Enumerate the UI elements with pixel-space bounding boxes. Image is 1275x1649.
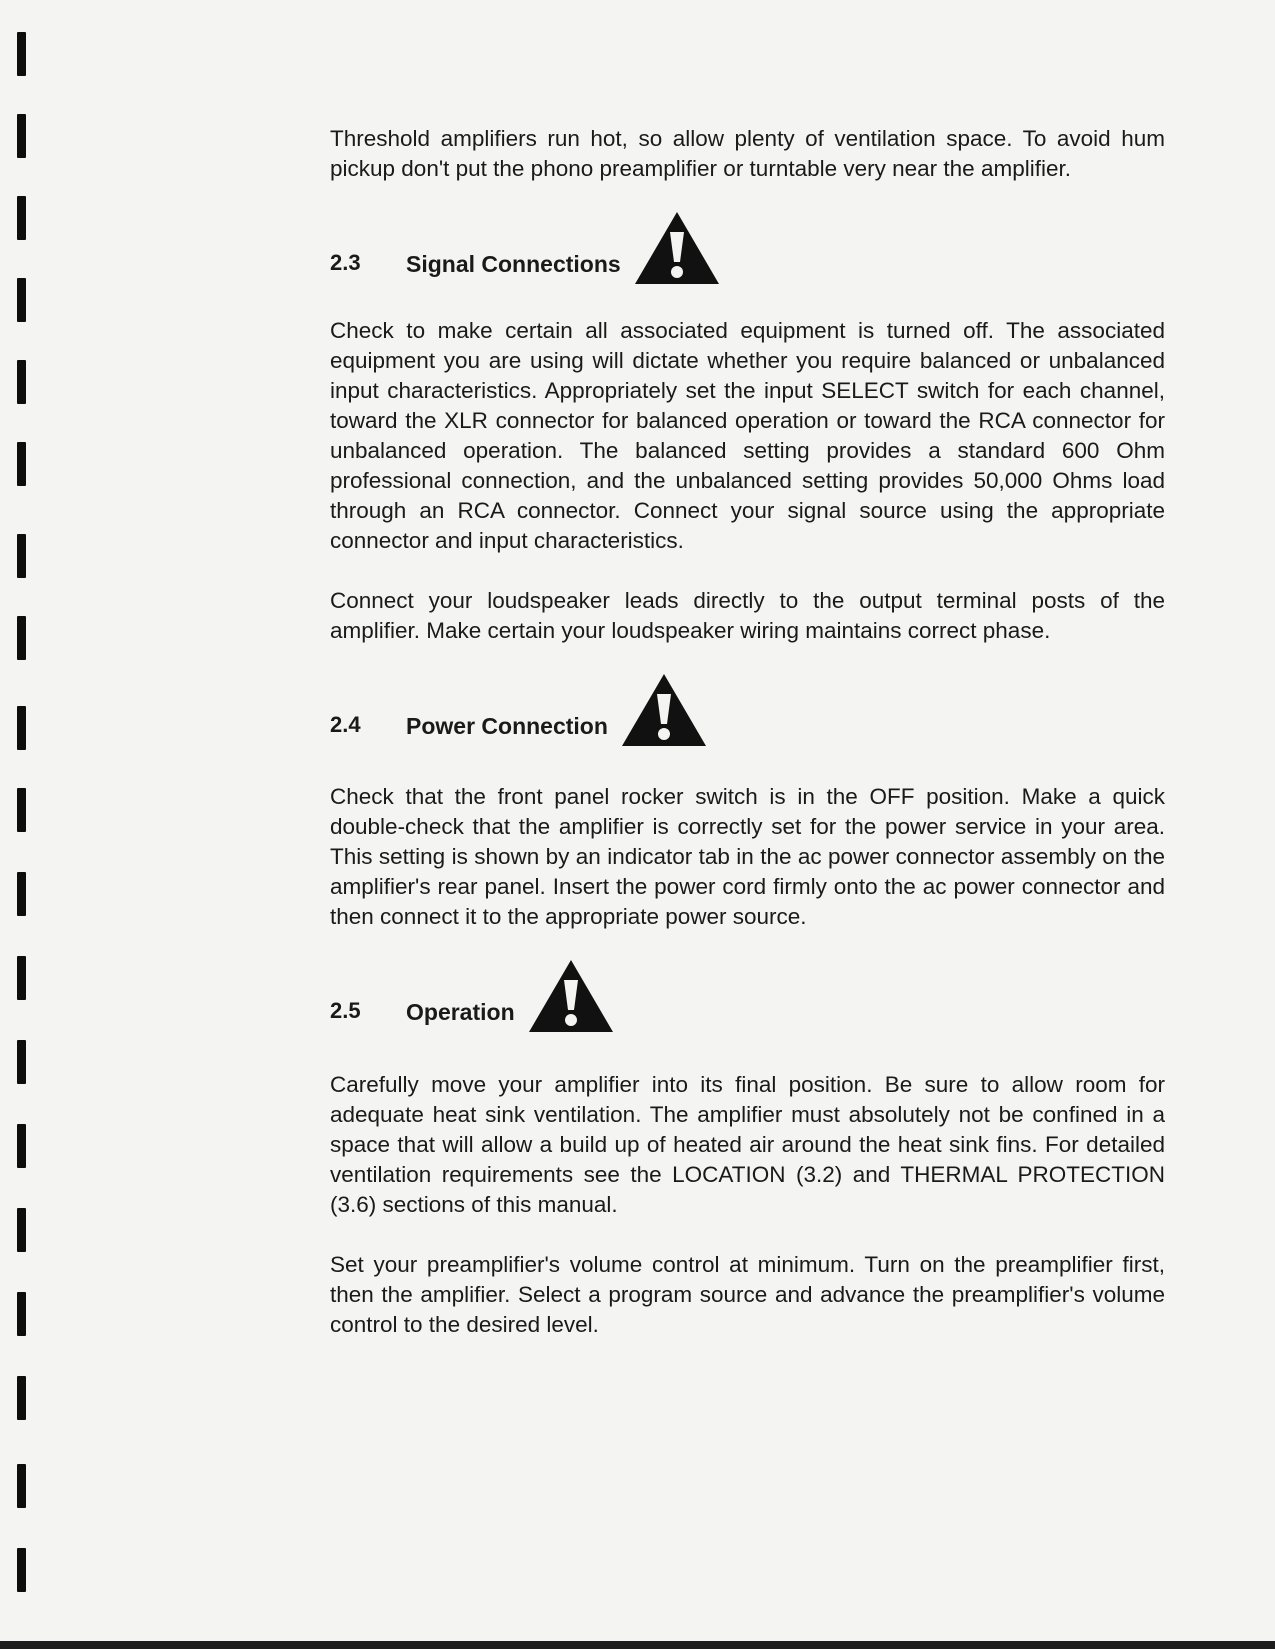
binding-hole <box>17 1124 26 1168</box>
section-signal-connections <box>330 206 1165 646</box>
binding-hole <box>17 442 26 486</box>
intro-paragraph: Threshold amplifiers run hot, so allow plenty of ventilation space. To avoid hum pickup don't put the phono preamplifier or turntable very near the amplifier. <box>330 126 1165 181</box>
warning-triangle-icon <box>633 210 721 286</box>
binding-hole <box>17 1292 26 1336</box>
binding-hole <box>17 360 26 404</box>
manual-page <box>330 124 1165 1340</box>
warning-triangle-icon <box>527 958 615 1034</box>
section-paragraph: Carefully move your amplifier into its final position. Be sure to allow room for adequate heat sink ventilation. The amplifier must absolutely not be confined in a space that will allow a build up of heated air around the heat sink fins. For detailed ventilation requirements see the LOCATION (3.2) and THERMAL PROTECTION (3.6) sections of this manual. <box>330 1072 1165 1217</box>
binding-hole <box>17 1376 26 1420</box>
binding-hole <box>17 956 26 1000</box>
section-title: Power Connection <box>406 713 608 739</box>
section-paragraph: Check to make certain all associated equipment is turned off. The associated equipment you are using will dictate whether you require balanced or unbalanced input characteristics. Appropriately set the input SELECT switch for each channel, toward the XLR connector for balanced operation or toward the RCA connector for unbalanced operation. The balanced setting provides a standard 600 Ohm professional connection, and the unbalanced setting provides 50,000 Ohms load through an RCA connector. Connect your signal source using the appropriate connector and input characteristics. <box>330 318 1165 553</box>
binding-hole <box>17 872 26 916</box>
binding-hole <box>17 1464 26 1508</box>
section-operation <box>330 954 1165 1340</box>
section-number: 2.5 <box>330 998 361 1023</box>
section-number: 2.4 <box>330 712 361 737</box>
section-heading <box>330 668 1165 748</box>
section-heading <box>330 954 1165 1034</box>
binding-hole <box>17 32 26 76</box>
binding-hole <box>17 788 26 832</box>
binding-holes <box>14 0 34 1649</box>
section-number: 2.3 <box>330 250 361 275</box>
binding-hole <box>17 1208 26 1252</box>
section-title: Signal Connections <box>406 251 621 277</box>
binding-hole <box>17 1040 26 1084</box>
section-title: Operation <box>406 999 515 1025</box>
binding-hole <box>17 1548 26 1592</box>
binding-hole <box>17 278 26 322</box>
binding-hole <box>17 114 26 158</box>
binding-hole <box>17 706 26 750</box>
page-bottom-edge <box>0 1641 1275 1649</box>
section-paragraph: Connect your loudspeaker leads directly to the output terminal posts of the amplifier. Make certain your loudspeaker wiring maintains correct phase. <box>330 588 1165 643</box>
warning-triangle-icon <box>620 672 708 748</box>
binding-hole <box>17 196 26 240</box>
section-heading <box>330 206 1165 286</box>
section-power-connection <box>330 668 1165 932</box>
section-paragraph: Set your preamplifier's volume control at minimum. Turn on the preamplifier first, then the amplifier. Select a program source and advance the preamplifier's volume control to the desired level. <box>330 1252 1165 1337</box>
binding-hole <box>17 616 26 660</box>
section-paragraph: Check that the front panel rocker switch is in the OFF position. Make a quick double-check that the amplifier is correctly set for the power service in your area. This setting is shown by an indicator tab in the ac power connector assembly on the amplifier's rear panel. Insert the power cord firmly onto the ac power connector and then connect it to the appropriate power source. <box>330 784 1165 929</box>
binding-hole <box>17 534 26 578</box>
